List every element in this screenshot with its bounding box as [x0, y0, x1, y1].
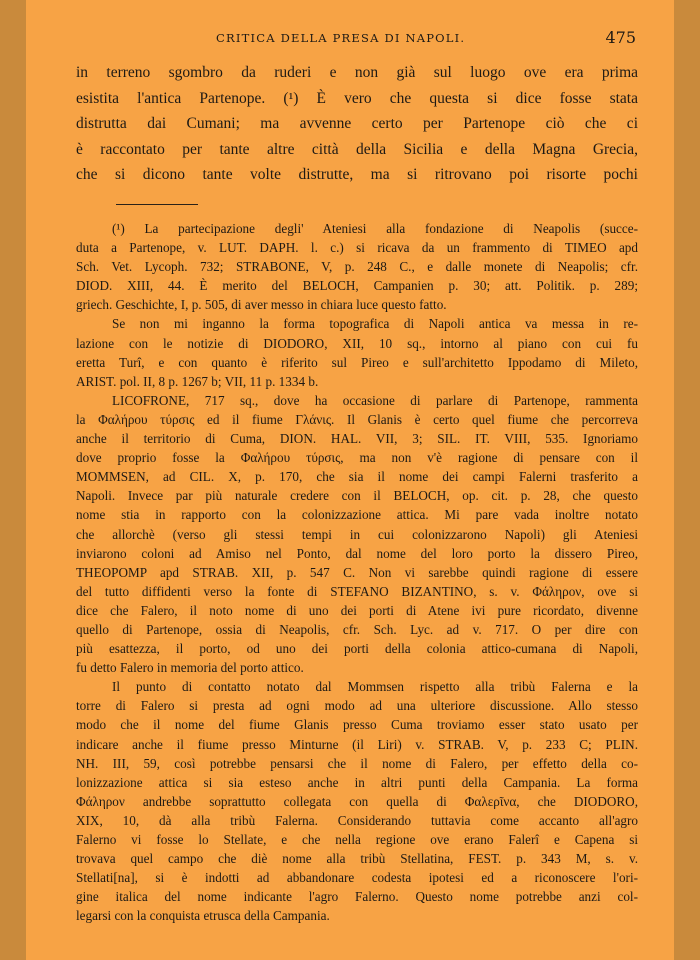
footnote-line: lonizzazione attica si sia esteso anche in altri punti della Campania. La forma	[76, 774, 638, 790]
footnote-line: LICOFRONE, 717 sq., dove ha occasione di parlare di Partenope, rammenta	[112, 392, 638, 408]
footnote-line: DIOD. XIII, 44. È merito del BELOCH, Campanien p. 30; att. Politik. p. 289;	[76, 278, 638, 294]
footnote-line: torre di Falero si presta ad ogni modo ad una ulteriore discussione. Allo stesso	[76, 698, 638, 714]
footnote-line: inviarono coloni ad Amiso nel Ponto, dal nome del loro porto la dissero Pireo,	[76, 545, 638, 561]
page-header	[26, 28, 674, 50]
footnote-line: Φάληρον andrebbe soprattutto collegata con quella di Φαλερῖνα, che DIODORO,	[76, 793, 638, 809]
footnote-line: nome stia in rapporto con la colonizzazione attica. Mi pare vada inoltre notato	[76, 507, 638, 523]
footnote-line: dove proprio fosse la Φαλήρου τύρσις, ma non v'è ragione di pensare con il	[76, 450, 638, 466]
main-line: è raccontato per tante altre città della Sicilia e della Magna Grecia,	[76, 140, 638, 158]
footnote-line: Sch. Vet. Lycoph. 732; STRABONE, V, p. 248 C., e dalle monete di Neapolis; cfr.	[76, 259, 638, 275]
main-text	[76, 60, 638, 188]
footnote-line: NH. III, 59, così potrebbe pensarsi che il nome di Falero, per effetto della co-	[76, 755, 638, 771]
running-title: CRITICA DELLA PRESA DI NAPOLI.	[216, 31, 466, 45]
footnote-line: (¹) La partecipazione degli' Ateniesi alla fondazione di Neapolis (succe-	[112, 221, 638, 236]
footnote-line: eretta Turî, e con quanto è riferito sul Pireo e sull'architetto Ippodamo di Mileto,	[76, 354, 638, 370]
footnote-line: THEOPOMP apd STRAB. XII, p. 547 C. Non vi sarebbe quindi ragione di essere	[76, 564, 638, 580]
footnote-paragraph	[76, 219, 638, 314]
footnote-line: Falerno vi fosse lo Stellate, e che nella regione ove erano Falerî e Capena si	[76, 832, 638, 847]
footnote-paragraph	[76, 391, 638, 677]
footnote-line: duta a Partenope, v. LUT. DAPH. l. c.) si ricava da un frammento di TIMEO apd	[76, 240, 638, 256]
page-number: 475	[605, 28, 636, 47]
footnote-line: legarsi con la conquista etrusca della Campania.	[76, 908, 330, 924]
footnote-line: quello di Partenope, ossia di Neapolis, cfr. Sch. Lyc. ad v. 717. O per dire con	[76, 621, 638, 637]
footnote-divider	[116, 204, 198, 205]
footnotes	[76, 219, 638, 925]
footnote-line: trovava quel campo che diè nome alla tribù Stellatina, FEST. p. 343 M, s. v.	[76, 851, 638, 867]
footnote-line: la Φαλήρου τύρσις ed il fiume Γλάνις. Il Glanis è certo quel fiume che percorreva	[76, 411, 638, 427]
footnote-line: Napoli. Invece par più naturale credere con il BELOCH, op. cit. p. 28, che questo	[76, 488, 638, 504]
footnote-line: Se non mi inganno la forma topografica di Napoli antica va messa in re-	[112, 316, 638, 332]
footnote-line: ARIST. pol. II, 8 p. 1267 b; VII, 11 p. 1334 b.	[76, 373, 319, 389]
main-line: in terreno sgombro da ruderi e non già sul luogo ove era prima	[76, 64, 638, 81]
footnote-line: più esattezza, il porto, od uno dei porti della colonia attico-cumana di Napoli,	[76, 641, 638, 657]
main-line: distrutta dai Cumani; ma avvenne certo per Partenope ciò che ci	[76, 115, 638, 133]
footnote-line: del tutto diffidenti verso la fonte di STEFANO BIZANTINO, s. v. Φάληρον, ove si	[76, 583, 638, 599]
footnote-line: Stellati[na], si è indotti ad abbandonare codesta ipotesi ed a riconoscere l'ori-	[76, 870, 638, 886]
footnote-line: XIX, 10, dà alla tribù Falerna. Considerando tuttavia come accanto all'agro	[76, 812, 638, 828]
footnote-line: anche il territorio di Cuma, DION. HAL. VII, 3; SIL. IT. VIII, 535. Ignoriamo	[76, 431, 638, 447]
footnote-line: Il punto di contatto notato dal Mommsen rispetto alla tribù Falerna e la	[112, 679, 638, 695]
footnote-line: fu detto Falero in memoria del porto attico.	[76, 660, 304, 676]
footnote-line: dice che Falero, il noto nome di uno dei porti di Atene ivi pure ricordato, divenne	[76, 602, 638, 618]
main-line: esistita l'antica Partenope. (¹) È vero che questa si dice fosse stata	[76, 89, 638, 107]
footnote-paragraph	[76, 677, 638, 925]
footnote-paragraph	[76, 314, 638, 390]
footnote-line: gine italica del nome indicante l'agro Falerno. Questo nome potrebbe anzi col-	[76, 889, 638, 905]
main-line: che si dicono tante volte distrutte, ma si ritrovano poi risorte pochi	[76, 166, 638, 184]
footnote-line: che allorchè (verso gli stessi tempi in cui colonizzarono Napoli) gli Ateniesi	[76, 526, 638, 542]
footnote-line: lazione con le notizie di DIODORO, XII, 10 sq., intorno al piano con cui fu	[76, 335, 638, 351]
book-page	[26, 0, 674, 960]
footnote-line: MOMMSEN, ad CIL. X, p. 170, che sia il nome dei campi Falerni trasferito a	[76, 469, 638, 485]
footnote-line: modo che il nome del fiume Glanis presso Cuma troviamo esser stato usato per	[76, 717, 638, 733]
footnote-line: griech. Geschichte, I, p. 505, di aver messo in chiara luce questo fatto.	[76, 297, 447, 313]
footnote-line: indicare anche il fiume presso Minturne (il Liri) v. STRAB. V, p. 233 C; PLIN.	[76, 736, 638, 752]
